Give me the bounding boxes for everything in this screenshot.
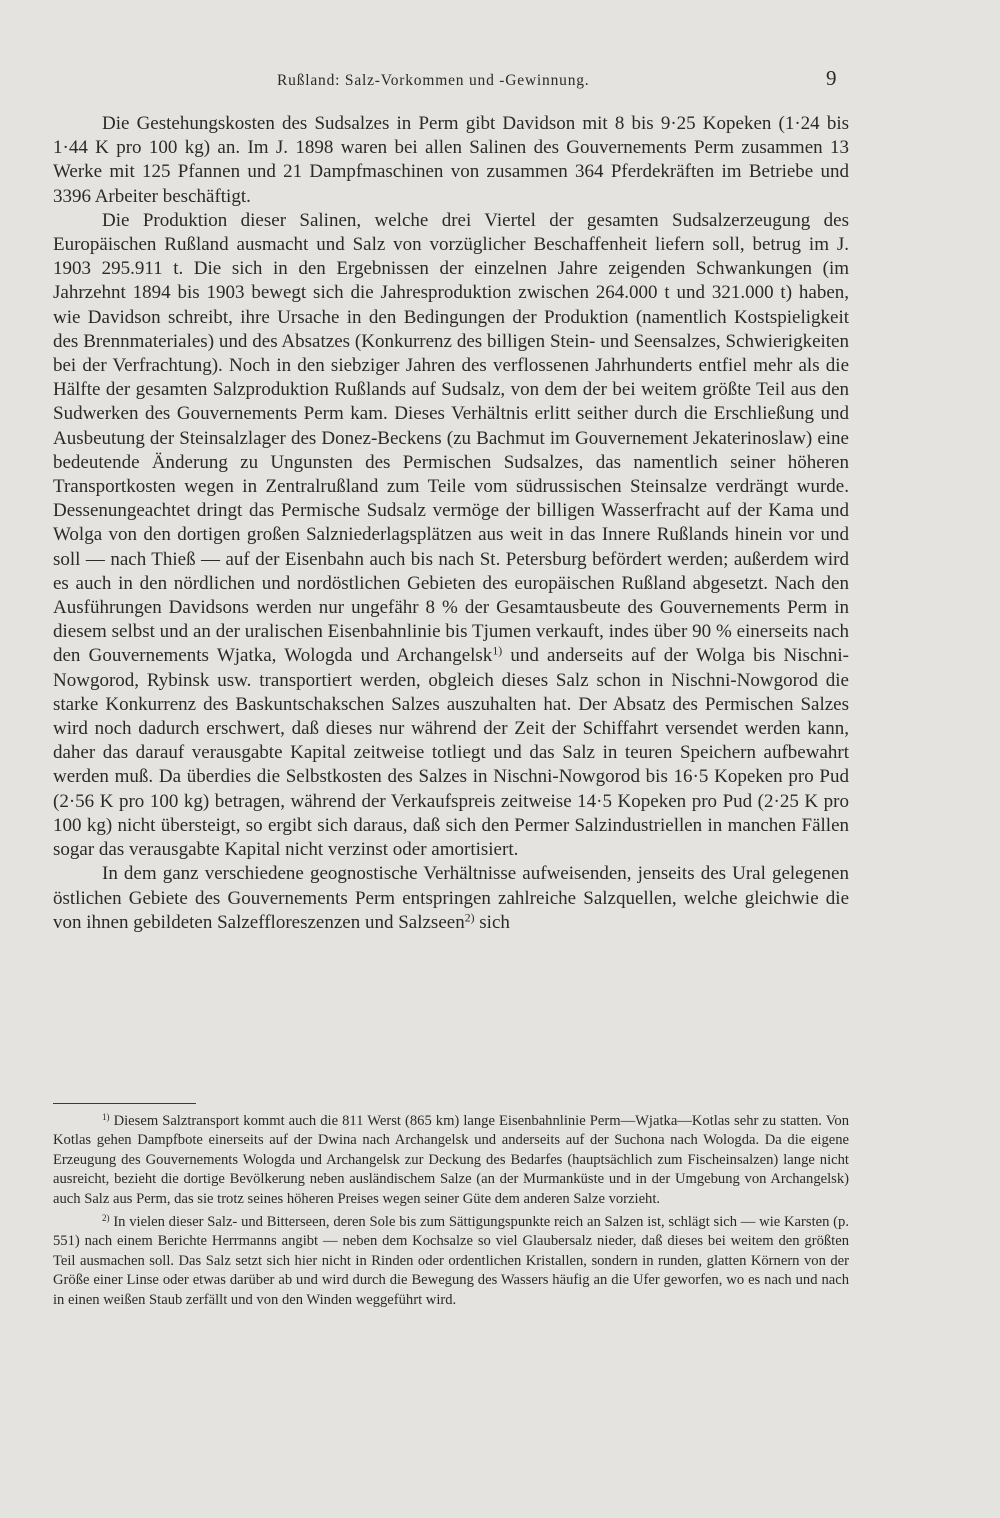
footnotes [53,1112,849,1310]
page-header [0,66,1000,90]
paragraph-3 [53,862,849,935]
footnote-ref-1: 1) [492,645,503,658]
footnote-ref-2: 2) [464,911,475,925]
footnote-1-marker: 1) [102,1112,110,1123]
paragraph-2 [53,209,849,862]
footnote-1 [53,1112,849,1209]
footnote-1-text: Diesem Salztransport kommt auch die 811 Werst (865 km) lange Eisenbahnlinie Perm—Wjatka—Kotlas sehr zu statten. Von Kotlas gehen Dampfbote einerseits auf der Dwina nach Archangelsk und anderseits auf der Suchona nach Wologda. Da die eigene Erzeugung des Gouvernements Wologda und Archangelsk zur Deckung des Bedarfes (hauptsächlich zum Fischeinsalzen) lange nicht ausreicht, bezieht die dortige Bevölkerung neben ausländischem Salze (an der Murmanküste und in der Umgebung von Archangelsk) auch Salz aus Perm, das sie trotz seines höheren Preises wegen seiner Güte dem anderen Salze vorzieht. [53,1113,849,1207]
paragraph-2-text: Die Produktion dieser Salinen, welche drei Viertel der gesamten Sudsalzerzeugung des Europäischen Rußland ausmacht und Salz von vorzüglicher Beschaffenheit liefern soll, betrug im J. 1903 295.911 t. Die sich in den Ergebnissen der einzelnen Jahre zeigenden Schwankungen (im Jahrzehnt 1894 bis 1903 bewegt sich die Jahresproduktion zwischen 264.000 t und 321.000 t) haben, wie Davidson schreibt, ihre Ursache in den Bedingungen der Produktion (namentlich Kostspieligkeit des Brennmateriales) und des Absatzes (Konkurrenz des billigen Stein- und Seensalzes, Schwierigkeiten bei der Verfrachtung). Noch in den siebziger Jahren des verflossenen Jahrhunderts entfiel mehr als die Hälfte der gesamten Salzproduktion Rußlands auf Sudsalz, von dem der bei weitem größte Teil aus den Sudwerken des Gouvernements Perm kam. Dieses Verhältnis erlitt seither durch die Erschließung und Ausbeutung der Steinsalzlager des Donez-Beckens (zu Bachmut im Gouvernement Jekaterinoslaw) eine bedeutende Änderung zu Ungunsten des Permischen Sudsalzes, das namentlich seiner höheren Transportkosten wegen in Zentralrußland zum Teile vom südrussischen Steinsalze verdrängt wurde. Dessenungeachtet dringt das Permische Sudsalz vermöge der billigen Wasserfracht auf der Kama und Wolga von den dortigen großen Salzniederlagsplätzen aus weit in das Innere Rußlands hinein vor und soll — nach Thieß — auf der Eisenbahn auch bis nach St. Petersburg befördert werden; außerdem wird es auch in den nördlichen und nordöstlichen Gebieten des europäischen Rußland abgesetzt. Nach den Ausführungen Davidsons werden nur ungefähr 8 % der Gesamtausbeute des Gouvernements Perm in diesem selbst und an der uralischen Eisenbahnlinie bis Tjumen verkauft, indes über 90 % einerseits nach den Gouvernements Wjatka, Wologda und Archangelsk [53,209,849,667]
paragraph-1 [53,112,849,209]
paragraph-1-text: Die Gestehungskosten des Sudsalzes in Perm gibt Davidson mit 8 bis 9·25 Kopeken (1·24 bis 1·44 K pro 100 kg) an. Im J. 1898 waren bei allen Salinen des Gouvernements Perm zusammen 13 Werke mit 125 Pfannen und 21 Dampfmaschinen von zusammen 364 Pferdekräften im Betriebe und 3396 Arbeiter beschäftigt. [53,113,849,207]
footnote-2-text: In vielen dieser Salz- und Bitterseen, deren Sole bis zum Sättigungspunkte reich an Salzen ist, schlägt sich — wie Karsten (p. 551) nach einem Berichte Herrmanns angibt — neben dem Kochsalze so viel Glaubersalz nieder, daß dieses bei weitem den größten Teil ausmachen soll. Das Salz setzt sich hier nicht in Rinden oder ordentlichen Kristallen, sondern in runden, glatten Körnern von der Größe einer Linse oder etwas darüber ab und wird durch die Bewegung des Wassers häufig an die Ufer geworfen, wo es nach und nach in einen weißen Staub zerfällt und von den Winden weggeführt wird. [53,1214,849,1308]
page-number: 9 [826,66,837,90]
paragraph-3-text: In dem ganz verschiedene geognostische Verhältnisse aufweisenden, jenseits des Ural gelegenen östlichen Gebiete des Gouvernements Perm entspringen zahlreiche Salzquellen, welche gleichwie die von ihnen gebildeten Salzeffloreszenzen und Salzseen [53,863,849,933]
footnote-divider [53,1103,196,1104]
footnote-2-marker: 2) [102,1213,110,1224]
body-text [53,112,849,935]
paragraph-2-tail: und anderseits auf der Wolga bis Nischni-Nowgorod, Rybinsk usw. transportiert werden, obgleich dieses Salz schon in Nischni-Nowgorod die starke Konkurrenz des Baskuntschakschen Salzes auszuhalten hat. Der Absatz des Permischen Salzes wird noch dadurch erschwert, daß dieses nur während der Zeit der Schiffahrt versendet werden kann, daher das darauf verausgabte Kapital zeitweise totliegt und das Salz in teuren Speichern aufbewahrt werden muß. Da überdies die Selbstkosten des Salzes in Nischni-Nowgorod bis 16·5 Kopeken pro Pud (2·56 K pro 100 kg) betragen, während der Verkaufspreis zeitweise 14·5 Kopeken pro Pud (2·25 K pro 100 kg) nicht übersteigt, so ergibt sich daraus, daß sich den Permer Salzindustriellen in manchen Fällen sogar das verausgabte Kapital nicht verzinst oder amortisiert. [53,645,849,861]
footnote-2 [53,1213,849,1310]
paragraph-3-tail: sich [474,911,510,933]
running-title: Rußland: Salz-Vorkommen und -Gewinnung. [277,72,590,89]
